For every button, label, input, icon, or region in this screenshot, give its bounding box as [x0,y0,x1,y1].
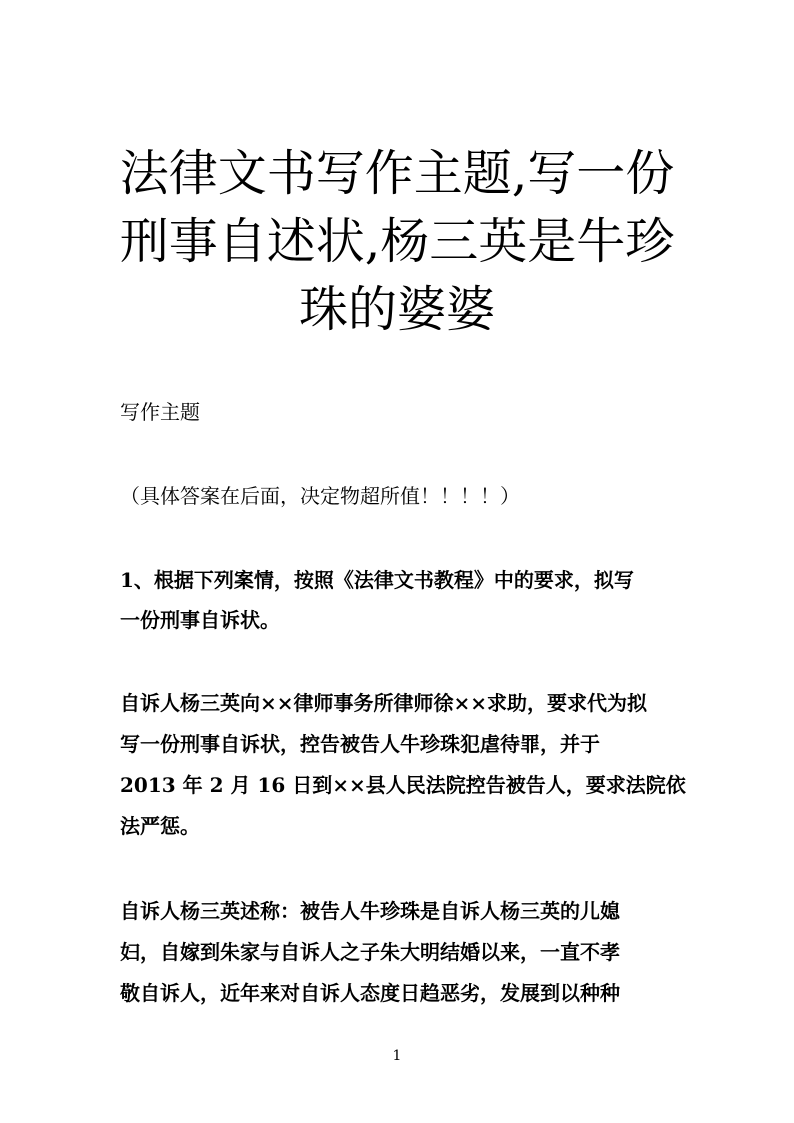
paragraph-line: 写一份刑事自诉状，控告被告人牛珍珠犯虐待罪，并于 [120,732,600,756]
paragraph-line: 2013 年 2 月 16 日到××县人民法院控告被告人，要求法院依 [120,773,686,797]
paragraph-line: 法严惩。 [120,814,200,838]
note-text: （具体答案在后面，决定物超所值！！！！） [120,484,520,508]
question-line: 1、根据下列案情，按照《法律文书教程》中的要求，拟写 [120,568,634,592]
paragraph-line: 自诉人杨三英向××律师事务所律师徐××求助，要求代为拟 [120,691,648,715]
title-line: 刑事自述状,杨三英是牛珍 [119,213,675,270]
document-title [100,140,694,344]
paragraph-line: 妇，自嫁到朱家与自诉人之子朱大明结婚以来，一直不孝 [120,940,620,964]
title-line: 珠的婆婆 [298,281,495,338]
title-line: 法律文书写作主题,写一份 [119,145,675,202]
page-number: 1 [392,1048,402,1064]
paragraph-line: 敬自诉人，近年来对自诉人态度日趋恶劣，发展到以种种 [120,981,620,1005]
paragraph-line: 自诉人杨三英述称：被告人牛珍珠是自诉人杨三英的儿媳 [120,899,620,923]
section-heading: 写作主题 [120,400,200,424]
question-line: 一份刑事自诉状。 [120,608,280,632]
